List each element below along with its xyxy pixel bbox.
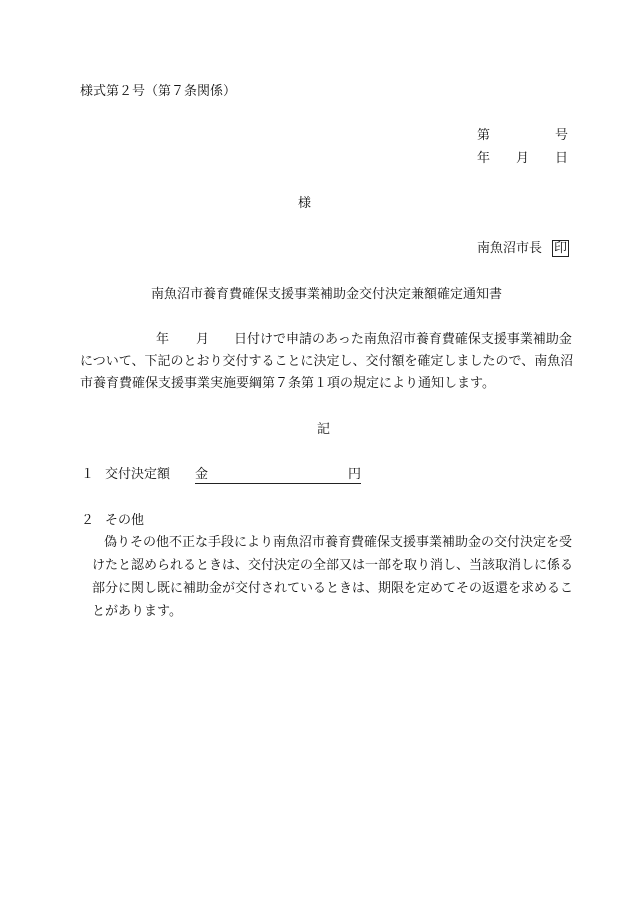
seal-mark: 印: [554, 241, 568, 256]
body-line-2: について、下記のとおり交付することに決定し、交付額を確定しましたので、南魚沼: [80, 354, 574, 369]
doc-number-prefix: 第: [477, 128, 491, 143]
item-2-line-4: とがあります。: [92, 604, 182, 619]
item-1-number: １: [81, 467, 95, 482]
item-2-line-2: けたと認められるときは、交付決定の全部又は一部を取り消し、当該取消しに係る: [92, 558, 574, 573]
body-year: 年: [156, 332, 170, 347]
date-day: 日: [555, 151, 569, 166]
date-month: 月: [516, 151, 530, 166]
item-1-label: 交付決定額: [105, 467, 171, 482]
amount-unit: 円: [348, 467, 362, 482]
body-line-3: 市養育費確保支援事業実施要綱第７条第１項の規定により通知します。: [80, 376, 495, 391]
item-2-label: その他: [105, 513, 145, 528]
amount-prefix: 金: [195, 467, 209, 482]
amount-underline: [195, 483, 361, 484]
document-title: 南魚沼市養育費確保支援事業補助金交付決定兼額確定通知書: [151, 287, 503, 302]
doc-number-suffix: 号: [555, 128, 569, 143]
issuer-seal: [552, 240, 569, 257]
addressee-suffix: 様: [298, 196, 312, 211]
item-2-line-1: 偽りその他不正な手段により南魚沼市養育費確保支援事業補助金の交付決定を受: [104, 535, 573, 550]
body-line-1: 日付けで申請のあった南魚沼市養育費確保支援事業補助金: [234, 332, 572, 347]
issuer-name: 南魚沼市長: [477, 241, 543, 256]
form-number: 様式第２号（第７条関係）: [80, 84, 237, 99]
body-month: 月: [196, 332, 210, 347]
ki-heading: 記: [317, 422, 331, 437]
date-year: 年: [477, 151, 491, 166]
item-2-number: ２: [81, 513, 95, 528]
item-2-line-3: 部分に関し既に補助金が交付されているときは、期限を定めてその返還を求めるこ: [92, 581, 574, 596]
